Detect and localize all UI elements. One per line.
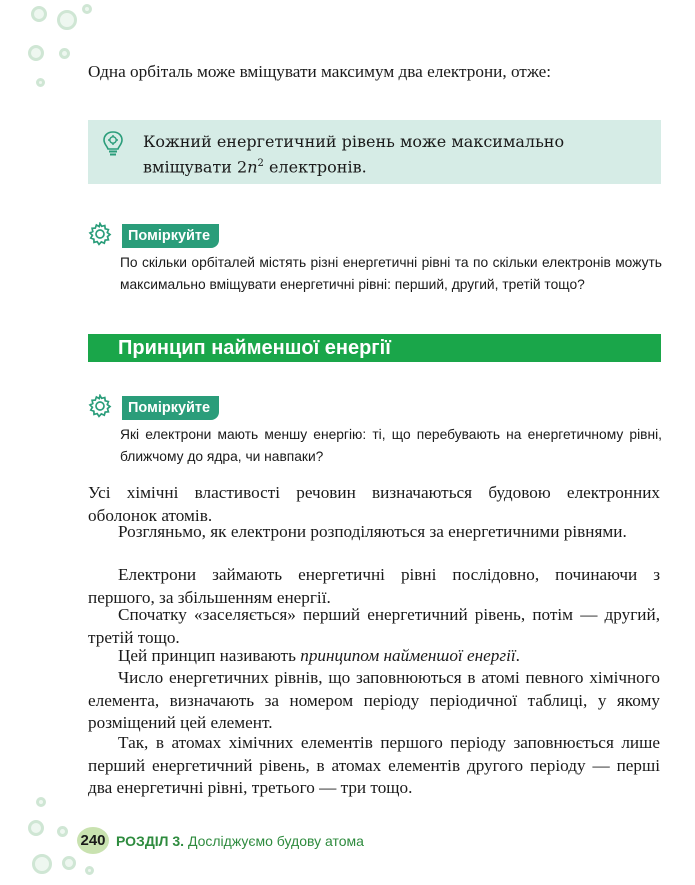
p5-prefix: Цей принцип називають <box>118 646 301 665</box>
decor-dot <box>59 48 70 59</box>
decor-dot <box>32 854 52 874</box>
decor-dot <box>28 45 44 61</box>
section-header <box>88 334 661 362</box>
decor-dot <box>82 4 92 14</box>
decor-dot <box>62 856 76 870</box>
gear-icon <box>88 222 112 246</box>
rule-line-2-prefix: вміщувати 2 <box>143 157 248 177</box>
intro-paragraph: Одна орбіталь може вміщувати максимум два електрони, отже: <box>88 62 552 81</box>
body-paragraph-1: Усі хімічні властивості речовин визначаються будовою електронних оболонок атомів. <box>88 483 660 525</box>
body-paragraph-3: Електрони займають енергетичні рівні послідовно, починаючи з першого, за збільшенням енергії. <box>88 565 660 607</box>
think-label: Поміркуйте <box>122 396 219 420</box>
rule-variable: n <box>247 157 258 177</box>
decor-dot <box>28 820 44 836</box>
gear-icon <box>88 394 112 418</box>
body-paragraph-2: Розгляньмо, як електрони розподіляються за енергетичними рівнями. <box>118 522 627 541</box>
decor-dot <box>85 866 94 875</box>
footer-section-label: РОЗДІЛ 3. <box>116 833 185 849</box>
body-paragraph-6: Число енергетичних рівнів, що заповнюються в атомі певного хімічного елемента, визначають за номером періоду періодичної таблиці, у якому розміщений цей елемент. <box>88 668 660 733</box>
body-paragraph-7: Так, в атомах хімічних елементів першого періоду заповнюється лише перший енергетичний рівень, в атомах елементів другого періоду — перші два енергетичні рівні, третього — три тощо. <box>88 733 660 798</box>
decor-dot <box>36 797 46 807</box>
section-title: Принцип найменшої енергії <box>118 337 391 359</box>
think-question: По скільки орбіталей містять різні енергетичні рівні та по скільки електронів можуть максимально вміщувати енергетичні рівні: перший, другий, третій тощо? <box>120 255 662 292</box>
rule-box <box>88 120 661 184</box>
decor-dot <box>57 10 77 30</box>
p5-suffix: . <box>515 646 520 665</box>
page-number: 240 <box>77 827 109 854</box>
footer-section-title: Досліджуємо будову атома <box>184 833 364 849</box>
think-label: Поміркуйте <box>122 224 219 248</box>
rule-statement <box>143 131 643 178</box>
rule-exponent: 2 <box>257 158 264 169</box>
decor-dot <box>36 78 45 87</box>
decor-dot <box>57 826 68 837</box>
think-question: Які електрони мають меншу енергію: ті, що перебувають на енергетичному рівні, ближчому до ядра, чи навпаки? <box>120 427 662 464</box>
decor-dot <box>31 6 47 22</box>
body-paragraph-5 <box>88 645 660 668</box>
lightbulb-gear-icon <box>102 130 124 158</box>
rule-line-2-suffix: електронів. <box>263 157 367 177</box>
footer-section <box>116 831 364 851</box>
rule-line-1: Кожний енергетичний рівень може максимально <box>143 132 565 151</box>
body-paragraph-4: Спочатку «заселяється» перший енергетичний рівень, потім — другий, третій тощо. <box>88 605 660 647</box>
p5-emphasis: принципом найменшої енергії <box>300 646 516 665</box>
